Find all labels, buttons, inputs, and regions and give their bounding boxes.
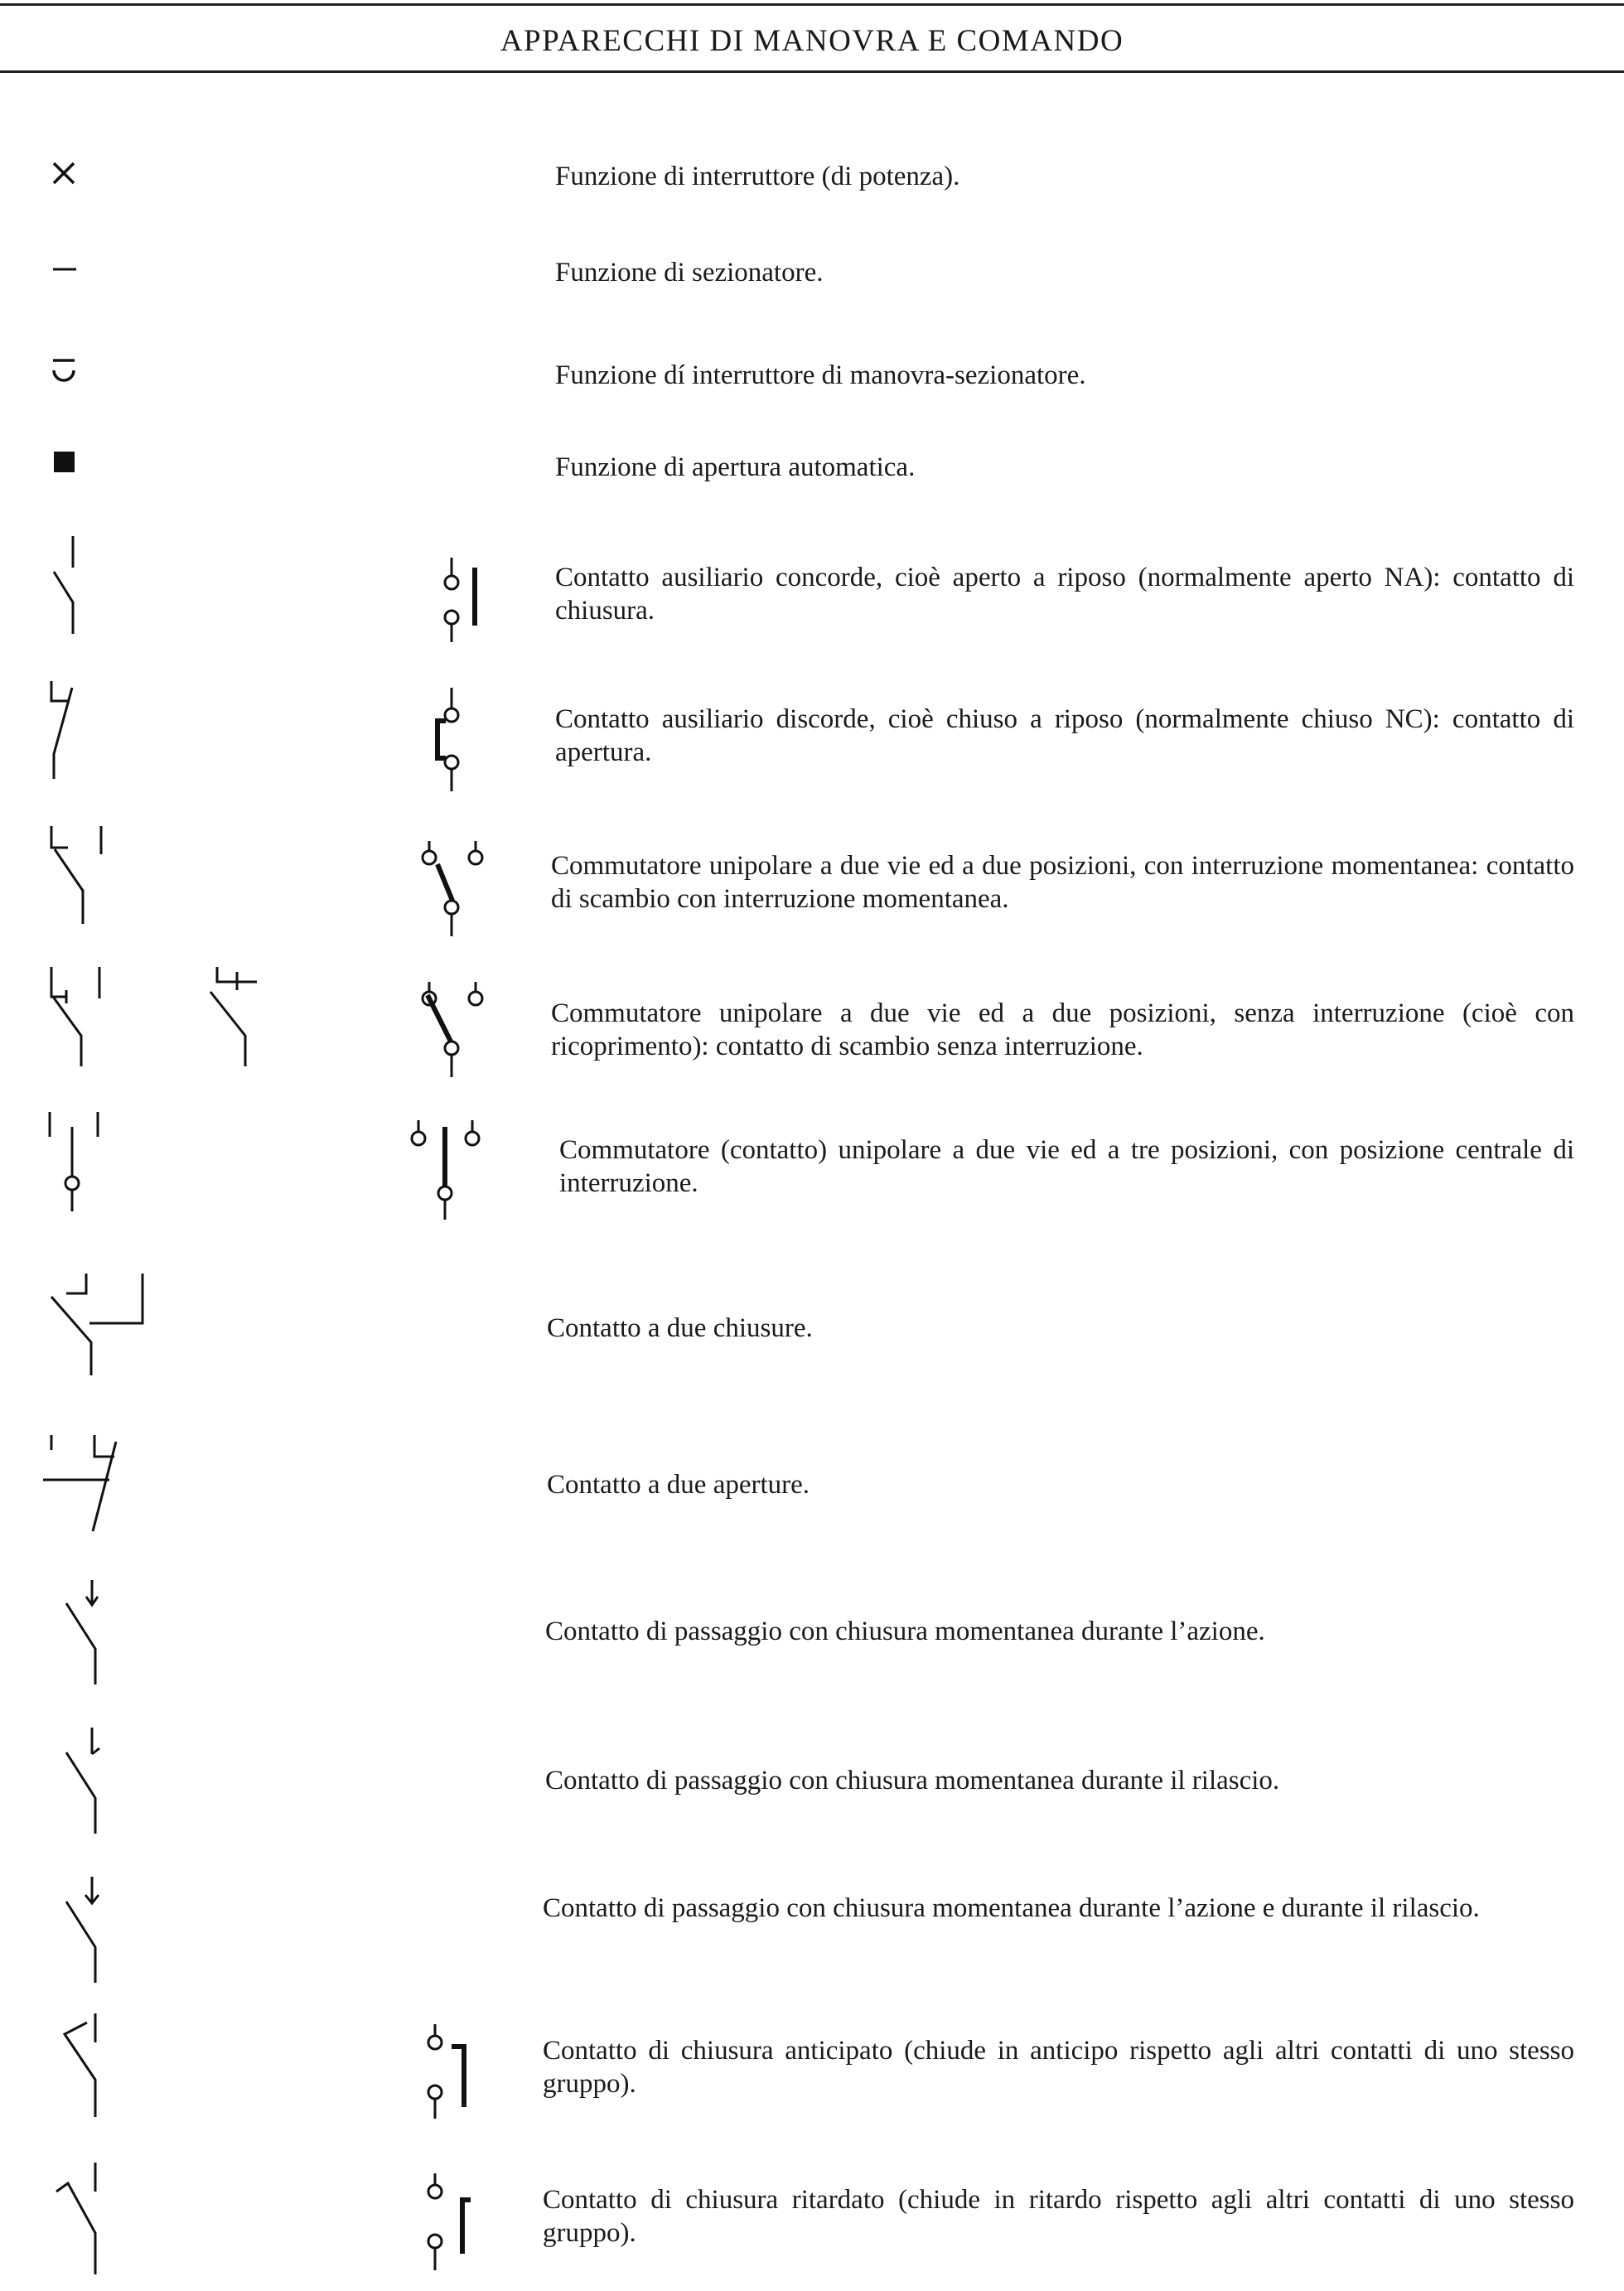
header-bottom-rule (0, 70, 1624, 73)
entry-description: Contatto di passaggio con chiusura momentanea durante l’azione. (545, 1617, 1265, 1646)
dash-icon (0, 253, 116, 302)
entry-description: Funzione di apertura automatica. (555, 452, 916, 482)
early-make-contact-icon (0, 2009, 133, 2125)
make-contact-alt-icon (414, 534, 514, 667)
half-circle-bar-icon (0, 352, 116, 402)
late-make-contact-icon (0, 2158, 133, 2283)
passing-make-on-operation-icon (0, 1578, 133, 1694)
page-title: APPARECCHI DI MANOVRA E COMANDO (500, 24, 1124, 58)
three-position-switch-alt-icon (406, 1110, 522, 1243)
entry-description: Contatto a due chiusure. (547, 1313, 813, 1343)
three-position-switch-icon (0, 1110, 133, 1226)
double-break-contact-icon (0, 1433, 166, 1549)
break-contact-alt-icon (414, 679, 514, 812)
entry-description: Contatto di chiusura ritardato (chiude in ritardo rispetto agli altri contatti di uno stesso gruppo). (543, 2185, 1574, 2248)
entry-description: Funzione dí interruttore di manovra-sezionatore. (555, 360, 1086, 390)
late-make-contact-alt-icon (406, 2158, 505, 2291)
changeover-break-before-make-icon (0, 824, 149, 940)
entry-description: Contatto ausiliario discorde, cioè chiuso a riposo (normalmente chiuso NC): contatto di apertura. (555, 704, 1574, 767)
filled-square-icon (0, 447, 116, 497)
break-contact-icon (0, 679, 116, 795)
double-make-contact-icon (0, 1272, 166, 1388)
entry-description: Funzione di interruttore (di potenza). (555, 162, 960, 191)
make-contact-icon (0, 534, 116, 650)
changeover-break-before-make-alt-icon (406, 824, 522, 957)
cross-icon (0, 153, 116, 220)
changeover-make-before-break-alt-icon (406, 965, 522, 1098)
changeover-make-before-break-variant-icon (207, 965, 298, 1081)
entry-description: Contatto di passaggio con chiusura momentanea durante il rilascio. (545, 1766, 1280, 1796)
entry-description: Contatto a due aperture. (547, 1470, 810, 1500)
entry-description: Commutatore unipolare a due vie ed a due posizioni, con interruzione momentanea: contatto di scambio con interruzione momentanea. (551, 851, 1574, 914)
entry-description: Contatto di passaggio con chiusura momentanea durante l’azione e durante il rilascio. (543, 1893, 1480, 1923)
changeover-make-before-break-icon (0, 965, 149, 1081)
entry-description: Funzione di sezionatore. (555, 258, 824, 288)
entry-description: Contatto di chiusura anticipato (chiude in anticipo rispetto agli altri contatti di uno stesso gruppo). (543, 2036, 1574, 2099)
header-top-rule (0, 3, 1624, 6)
entry-description: Commutatore unipolare a due vie ed a due posizioni, senza interruzione (cioè con ricoprimento): contatto di scambio senza interruzione. (551, 998, 1574, 1061)
passing-make-both-icon (0, 1877, 133, 1993)
passing-make-on-release-icon (0, 1728, 133, 1844)
early-make-contact-alt-icon (406, 2009, 505, 2142)
entry-description: Contatto ausiliario concorde, cioè aperto a riposo (normalmente aperto NA): contatto di chiusura. (555, 563, 1574, 626)
entry-description: Commutatore (contatto) unipolare a due vie ed a tre posizioni, con posizione centrale di interruzione. (559, 1135, 1574, 1198)
